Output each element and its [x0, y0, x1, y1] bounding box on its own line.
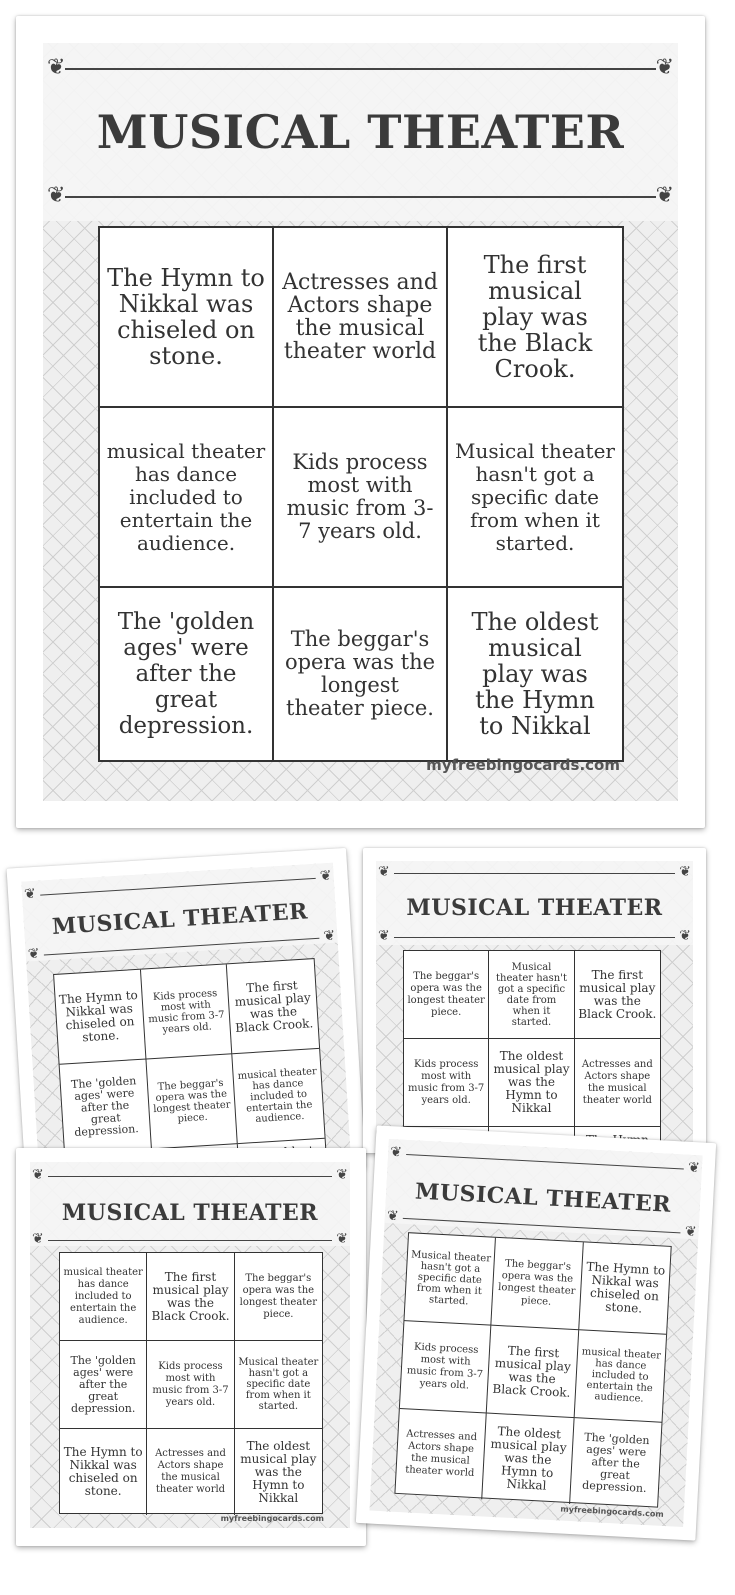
bingo-cell: The Hymn to Nikkal was chiseled on stone. [54, 970, 146, 1065]
bingo-cell: The Hymn to Nikkal was chiseled on stone. [100, 228, 274, 408]
swirl-right-icon: ❦ [687, 1159, 701, 1177]
bingo-cell: Kids process most with music from 3-7 years old. [274, 408, 448, 588]
swirl-right-icon: ❦ [323, 927, 336, 945]
card-background [43, 43, 678, 801]
top-ornament-rule [48, 1176, 332, 1177]
site-watermark: myfreebingocards.com [220, 1514, 324, 1523]
bingo-cell: musical theater has dance included to entertain the audience. [100, 408, 274, 588]
bingo-cell: Musical theater hasn't got a specific date from when it started. [404, 1233, 496, 1325]
bingo-cell: The oldest musical play was the Hymn to Nikkal [471, 608, 599, 740]
bingo-cell: Actresses and Actors shape the musical theater world [395, 1409, 487, 1499]
swirl-left-icon: ❦ [378, 928, 390, 944]
bottom-ornament-rule [65, 196, 656, 198]
bingo-cell: Actresses and Actors shape the musical theater world [575, 1039, 660, 1127]
swirl-left-icon: ❦ [47, 55, 66, 80]
swirl-right-icon: ❦ [679, 864, 691, 880]
card-background [30, 1162, 350, 1528]
bingo-cell: The 'golden ages' were after the great depression. [60, 1060, 152, 1155]
bingo-cell: musical theater has dance included to entertain the audience. [60, 1253, 147, 1341]
bingo-grid [403, 950, 661, 1153]
bingo-grid [394, 1232, 671, 1507]
bingo-cell: The oldest musical play was the Hymn to Nikkal [489, 1039, 574, 1127]
bingo-cell: The Hymn to Nikkal was chiseled on stone. [60, 1429, 147, 1515]
bingo-cell: Musical theater hasn't got a specific date from when it started. [235, 1341, 322, 1429]
bingo-card-main [16, 16, 705, 828]
top-ornament-rule [65, 68, 656, 70]
bingo-card-thumbnail [7, 848, 366, 1188]
bingo-cell: The beggar's opera was the longest theater piece. [404, 951, 489, 1039]
bingo-cell: musical theater has dance included to entertain the audience. [574, 1330, 666, 1422]
site-watermark: myfreebingocards.com [426, 756, 620, 774]
swirl-left-icon: ❦ [47, 183, 66, 208]
swirl-right-icon: ❦ [655, 183, 674, 208]
bingo-cell: Kids process most with music from 3-7 years old. [404, 1039, 489, 1127]
swirl-right-icon: ❦ [336, 1231, 348, 1247]
bingo-cell: The oldest musical play was the Hymn to Nikkal [483, 1414, 575, 1504]
swirl-right-icon: ❦ [336, 1167, 348, 1183]
card-title: MUSICAL THEATER [61, 1200, 319, 1226]
card-title: MUSICAL THEATER [414, 1178, 672, 1218]
swirl-left-icon: ❦ [32, 1167, 44, 1183]
bingo-cell: The first musical play was the Black Crook. [575, 951, 660, 1039]
swirl-right-icon: ❦ [655, 55, 674, 80]
bingo-grid [59, 1252, 323, 1514]
swirl-left-icon: ❦ [23, 885, 37, 903]
bingo-cell: Kids process most with music from 3-7 years old. [147, 1341, 234, 1429]
bottom-ornament-rule [394, 937, 675, 938]
bingo-cell: The beggar's opera was the longest theater piece. [492, 1238, 584, 1330]
swirl-left-icon: ❦ [378, 864, 390, 880]
bingo-cell: The first musical play was the Black Crook. [487, 1326, 579, 1418]
card-background [369, 1139, 702, 1527]
card-title: MUSICAL THEATER [406, 895, 663, 921]
bottom-ornament-rule [48, 1240, 332, 1241]
bingo-grid [98, 226, 624, 762]
bingo-cell: Musical theater hasn't got a specific date from when it started. [448, 408, 622, 588]
bingo-cell: Musical theater hasn't got a specific date from when it started. [489, 951, 574, 1039]
bingo-card-thumbnail [356, 1125, 716, 1540]
bingo-cell: The beggar's opera was the longest theater piece. [274, 588, 448, 760]
card-background [21, 863, 351, 1181]
bingo-cell: Actresses and Actors shape the musical theater world [274, 228, 448, 408]
top-ornament-rule [394, 873, 675, 874]
bingo-card-thumbnail [363, 848, 706, 1153]
bingo-cell: Kids process most with music from 3-7 years old. [400, 1321, 492, 1413]
swirl-left-icon: ❦ [32, 1231, 44, 1247]
bingo-cell: The first musical play was the Black Crook. [227, 959, 319, 1054]
swirl-right-icon: ❦ [319, 867, 333, 885]
bingo-cell: The Hymn to Nikkal was chiseled on stone. [579, 1242, 671, 1334]
site-watermark: myfreebingocards.com [560, 1504, 664, 1519]
card-title: MUSICAL THEATER [96, 105, 625, 159]
swirl-right-icon: ❦ [684, 1223, 697, 1241]
bingo-cell: The oldest musical play was the Hymn to Nikkal [240, 1438, 317, 1505]
bingo-card-thumbnail [16, 1148, 366, 1546]
bingo-cell: musical theater has dance included to entertain the audience. [233, 1049, 325, 1144]
swirl-left-icon: ❦ [389, 1144, 403, 1161]
swirl-right-icon: ❦ [679, 928, 691, 944]
bingo-cell: The first musical play was the Black Crook. [448, 228, 622, 408]
bingo-cell: The first musical play was the Black Crook. [147, 1253, 234, 1341]
bingo-cell: The beggar's opera was the longest theater piece. [146, 1054, 238, 1149]
bingo-cell: The 'golden ages' were after the great depression. [581, 1430, 650, 1495]
bingo-cell: The 'golden ages' were after the great depression. [60, 1341, 147, 1429]
bingo-cell: Actresses and Actors shape the musical theater world [147, 1429, 234, 1515]
bingo-cell: The beggar's opera was the longest theater piece. [235, 1253, 322, 1341]
swirl-left-icon: ❦ [27, 945, 41, 963]
card-background [376, 861, 693, 1153]
swirl-left-icon: ❦ [386, 1208, 400, 1225]
card-title: MUSICAL THEATER [51, 898, 309, 940]
bingo-cell: The 'golden ages' were after the great depression. [100, 588, 274, 760]
bingo-cell: Kids process most with music from 3-7 years old. [141, 964, 233, 1059]
